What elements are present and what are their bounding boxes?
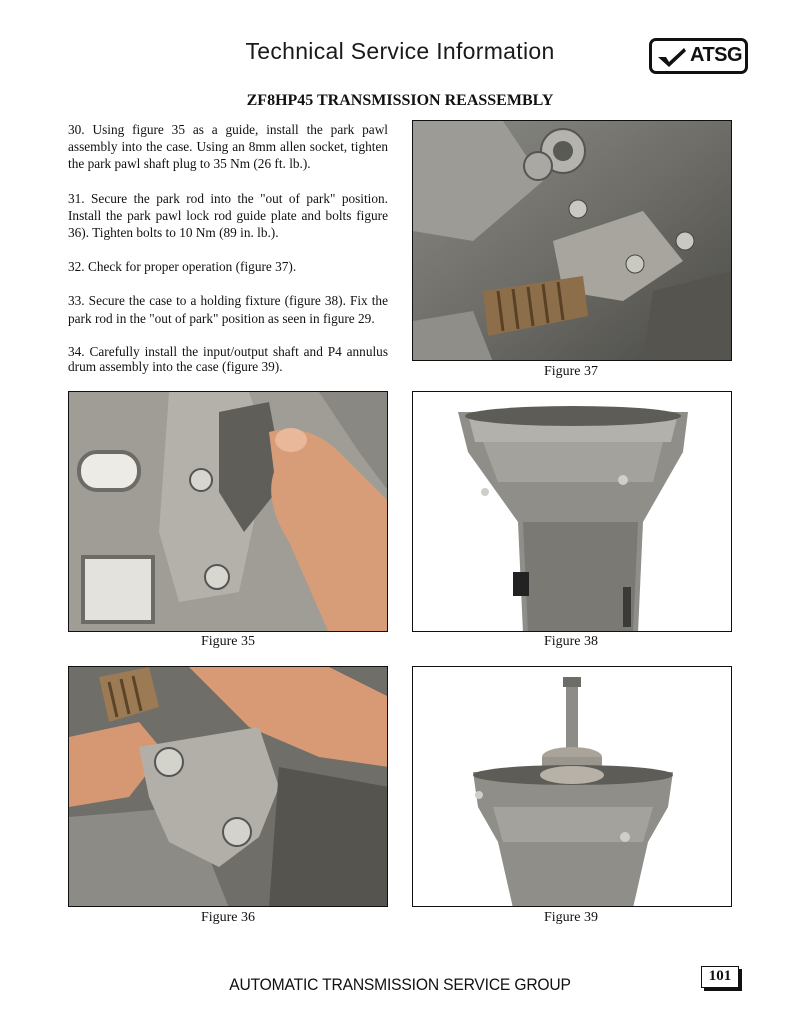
figure-36-photo [68, 666, 388, 907]
footer-text: AUTOMATIC TRANSMISSION SERVICE GROUP [229, 975, 571, 994]
logo-text: ATSG [690, 44, 743, 66]
figure-38-caption: Figure 38 [543, 634, 599, 649]
figure-37-photo [412, 120, 732, 361]
figure-38-photo [412, 391, 732, 632]
step-32: 32. Check for proper operation (figure 37). [68, 259, 297, 275]
step-30: 30. Using figure 35 as a guide, install the park pawl assembly into the case. Using an 8mm allen socket, tighten the park pawl shaft plug to 35 Nm (26 ft. lb.). [68, 122, 388, 172]
figure-36-caption: Figure 36 [200, 910, 256, 925]
step-33: 33. Secure the case to a holding fixture (figure 38). Fix the park rod in the "out of park" position as seen in figure 29. [68, 293, 388, 326]
figure-39-photo [412, 666, 732, 907]
page-header-title: Technical Service Information [245, 38, 555, 64]
figure-37-caption: Figure 37 [543, 364, 599, 379]
step-31: 31. Secure the park rod into the "out of park" position. Install the park pawl lock rod guide plate and bolts figure 36). Tighten bolts to 10 Nm (89 in. lb.). [68, 190, 388, 241]
figure-35-photo [68, 391, 388, 632]
page-number: 101 [701, 966, 739, 988]
figure-35-caption: Figure 35 [200, 634, 256, 649]
atsg-logo [649, 38, 748, 74]
step-34: 34. Carefully install the input/output shaft and P4 annulus drum assembly into the case (figure 39). [68, 343, 388, 375]
figure-39-caption: Figure 39 [543, 910, 599, 925]
section-title: ZF8HP45 TRANSMISSION REASSEMBLY [246, 92, 554, 109]
checkmark-logo-icon [656, 46, 688, 68]
instruction-steps [68, 121, 388, 392]
